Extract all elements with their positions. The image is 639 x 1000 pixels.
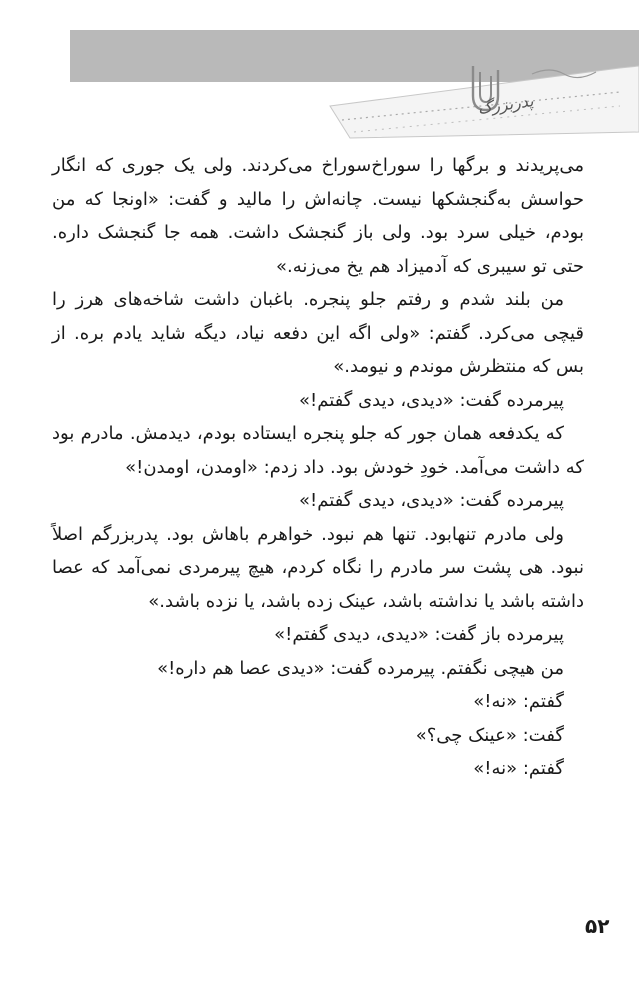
paragraph-11: گفتم: «نه!» [473, 758, 564, 779]
handwritten-label: پدربزرگ [476, 91, 535, 118]
paragraph-6: ولی مادرم تنهابود. تنها هم نبود. خواهرم باهاش بود. پدربزرگم اصلاً نبود. هی پشت سر مادرم را نگاه کردم، هیچ پیرمردی نمی‌آمد که عصا داشته باشد یا نداشته باشد، عینک زده باشد، یا نزده باشد.» [52, 523, 584, 612]
paragraph-9: گفتم: «نه!» [473, 691, 564, 712]
header-paper-note [320, 62, 639, 140]
paragraph-2: من بلند شدم و رفتم جلو پنجره. باغبان داشت شاخه‌های هرز را قیچی می‌کرد. گفتم: «ولی اگه این دفعه نیاد، دیگه شاید یادم بره. از بس که منتظرش موندم و نیومد.» [52, 289, 584, 377]
paragraph-5: پیرمرده گفت: «دیدی، دیدی گفتم!» [299, 490, 564, 511]
paragraph-8: من هیچی نگفتم. پیرمرده گفت: «دیدی عصا هم داره!» [157, 657, 564, 679]
paragraph-4: که یکدفعه همان جور که جلو پنجره ایستاده بودم، دیدمش. مادرم بود که داشت می‌آمد. خودِ خودش بود. داد زدم: «اومدن، اومدن!» [52, 423, 584, 478]
paragraph-7: پیرمرده باز گفت: «دیدی، دیدی گفتم!» [274, 624, 564, 645]
paragraph-1: می‌پریدند و برگها را سوراخ‌سوراخ می‌کردند. ولی یک جوری که انگار حواسش به‌گنجشکها نیست. چانه‌اش را مالید و گفت: «اونجا که من بودم، خیلی سرد بود. ولی باز گنجشک داشت. همه جا گنجشک داره. حتی تو سیبری که آدمیزاد هم یخ می‌زنه.» [52, 155, 584, 277]
body-text [52, 149, 584, 786]
paragraph-3: پیرمرده گفت: «دیدی، دیدی گفتم!» [299, 389, 564, 411]
paragraph-10: گفت: «عینک چی؟» [415, 724, 564, 746]
page-number: ۵۲ [585, 914, 610, 938]
